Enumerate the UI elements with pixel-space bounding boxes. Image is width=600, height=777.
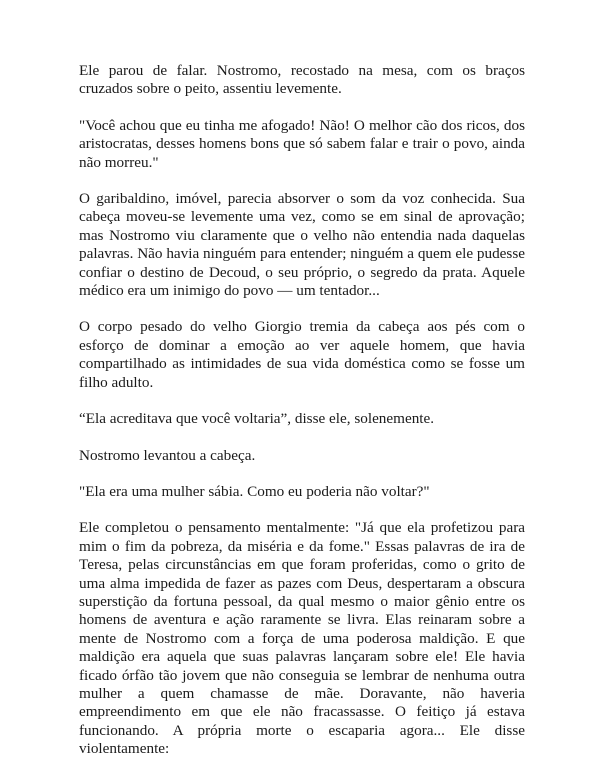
paragraph-7: "Ela era uma mulher sábia. Como eu poderia não voltar?" bbox=[79, 482, 430, 500]
paragraph-5: “Ela acreditava que você voltaria”, disse ele, solenemente. bbox=[79, 410, 435, 428]
paragraph-6: Nostromo levantou a cabeça. bbox=[79, 446, 256, 464]
paragraph-4: O corpo pesado do velho Giorgio tremia da cabeça aos pés com o esforço de dominar a emoção ao ver aquele homem, que havia compartilhado as intimidades de sua vida doméstica como se fosse um filho adulto. bbox=[79, 318, 525, 391]
paragraph-1: Ele parou de falar. Nostromo, recostado na mesa, com os braços cruzados sobre o peito, assentiu levemente. bbox=[79, 62, 525, 98]
paragraph-2: "Você achou que eu tinha me afogado! Não! O melhor cão dos ricos, dos aristocratas, desses homens bons que só sabem falar e trair o povo, ainda não morreu." bbox=[79, 116, 525, 171]
document-page bbox=[79, 62, 525, 777]
paragraph-3: O garibaldino, imóvel, parecia absorver o som da voz conhecida. Sua cabeça moveu-se levemente uma vez, como se em sinal de aprovação; mas Nostromo viu claramente que o velho não entendia nada daquelas palavras. Não havia ninguém para entender; ninguém a quem ele pudesse confiar o destino de Decoud, o seu próprio, o segredo da prata. Aquele médico era um inimigo do povo — um tentador... bbox=[79, 190, 525, 300]
paragraph-8: Ele completou o pensamento mentalmente: "Já que ela profetizou para mim o fim da pobreza, da miséria e da fome." Essas palavras de ira de Teresa, pelas circunstâncias em que foram proferidas, como o grito de uma alma impedida de fazer as pazes com Deus, despertaram a obscura superstição da fortuna pessoal, da qual mesmo o maior gênio entre os homens de aventura e ação raramente se livra. Elas reinaram sobre a mente de Nostromo com a força de uma poderosa maldição. E que maldição era aquela que suas palavras lançaram sobre ele! Ele havia ficado órfão tão jovem que não conseguia se lembrar de nenhuma outra mulher a quem chamasse de mãe. Doravante, não haveria empreendimento em que ele não fracassasse. O feitiço já estava funcionando. A própria morte o escaparia agora... Ele disse violentamente: bbox=[79, 519, 525, 758]
